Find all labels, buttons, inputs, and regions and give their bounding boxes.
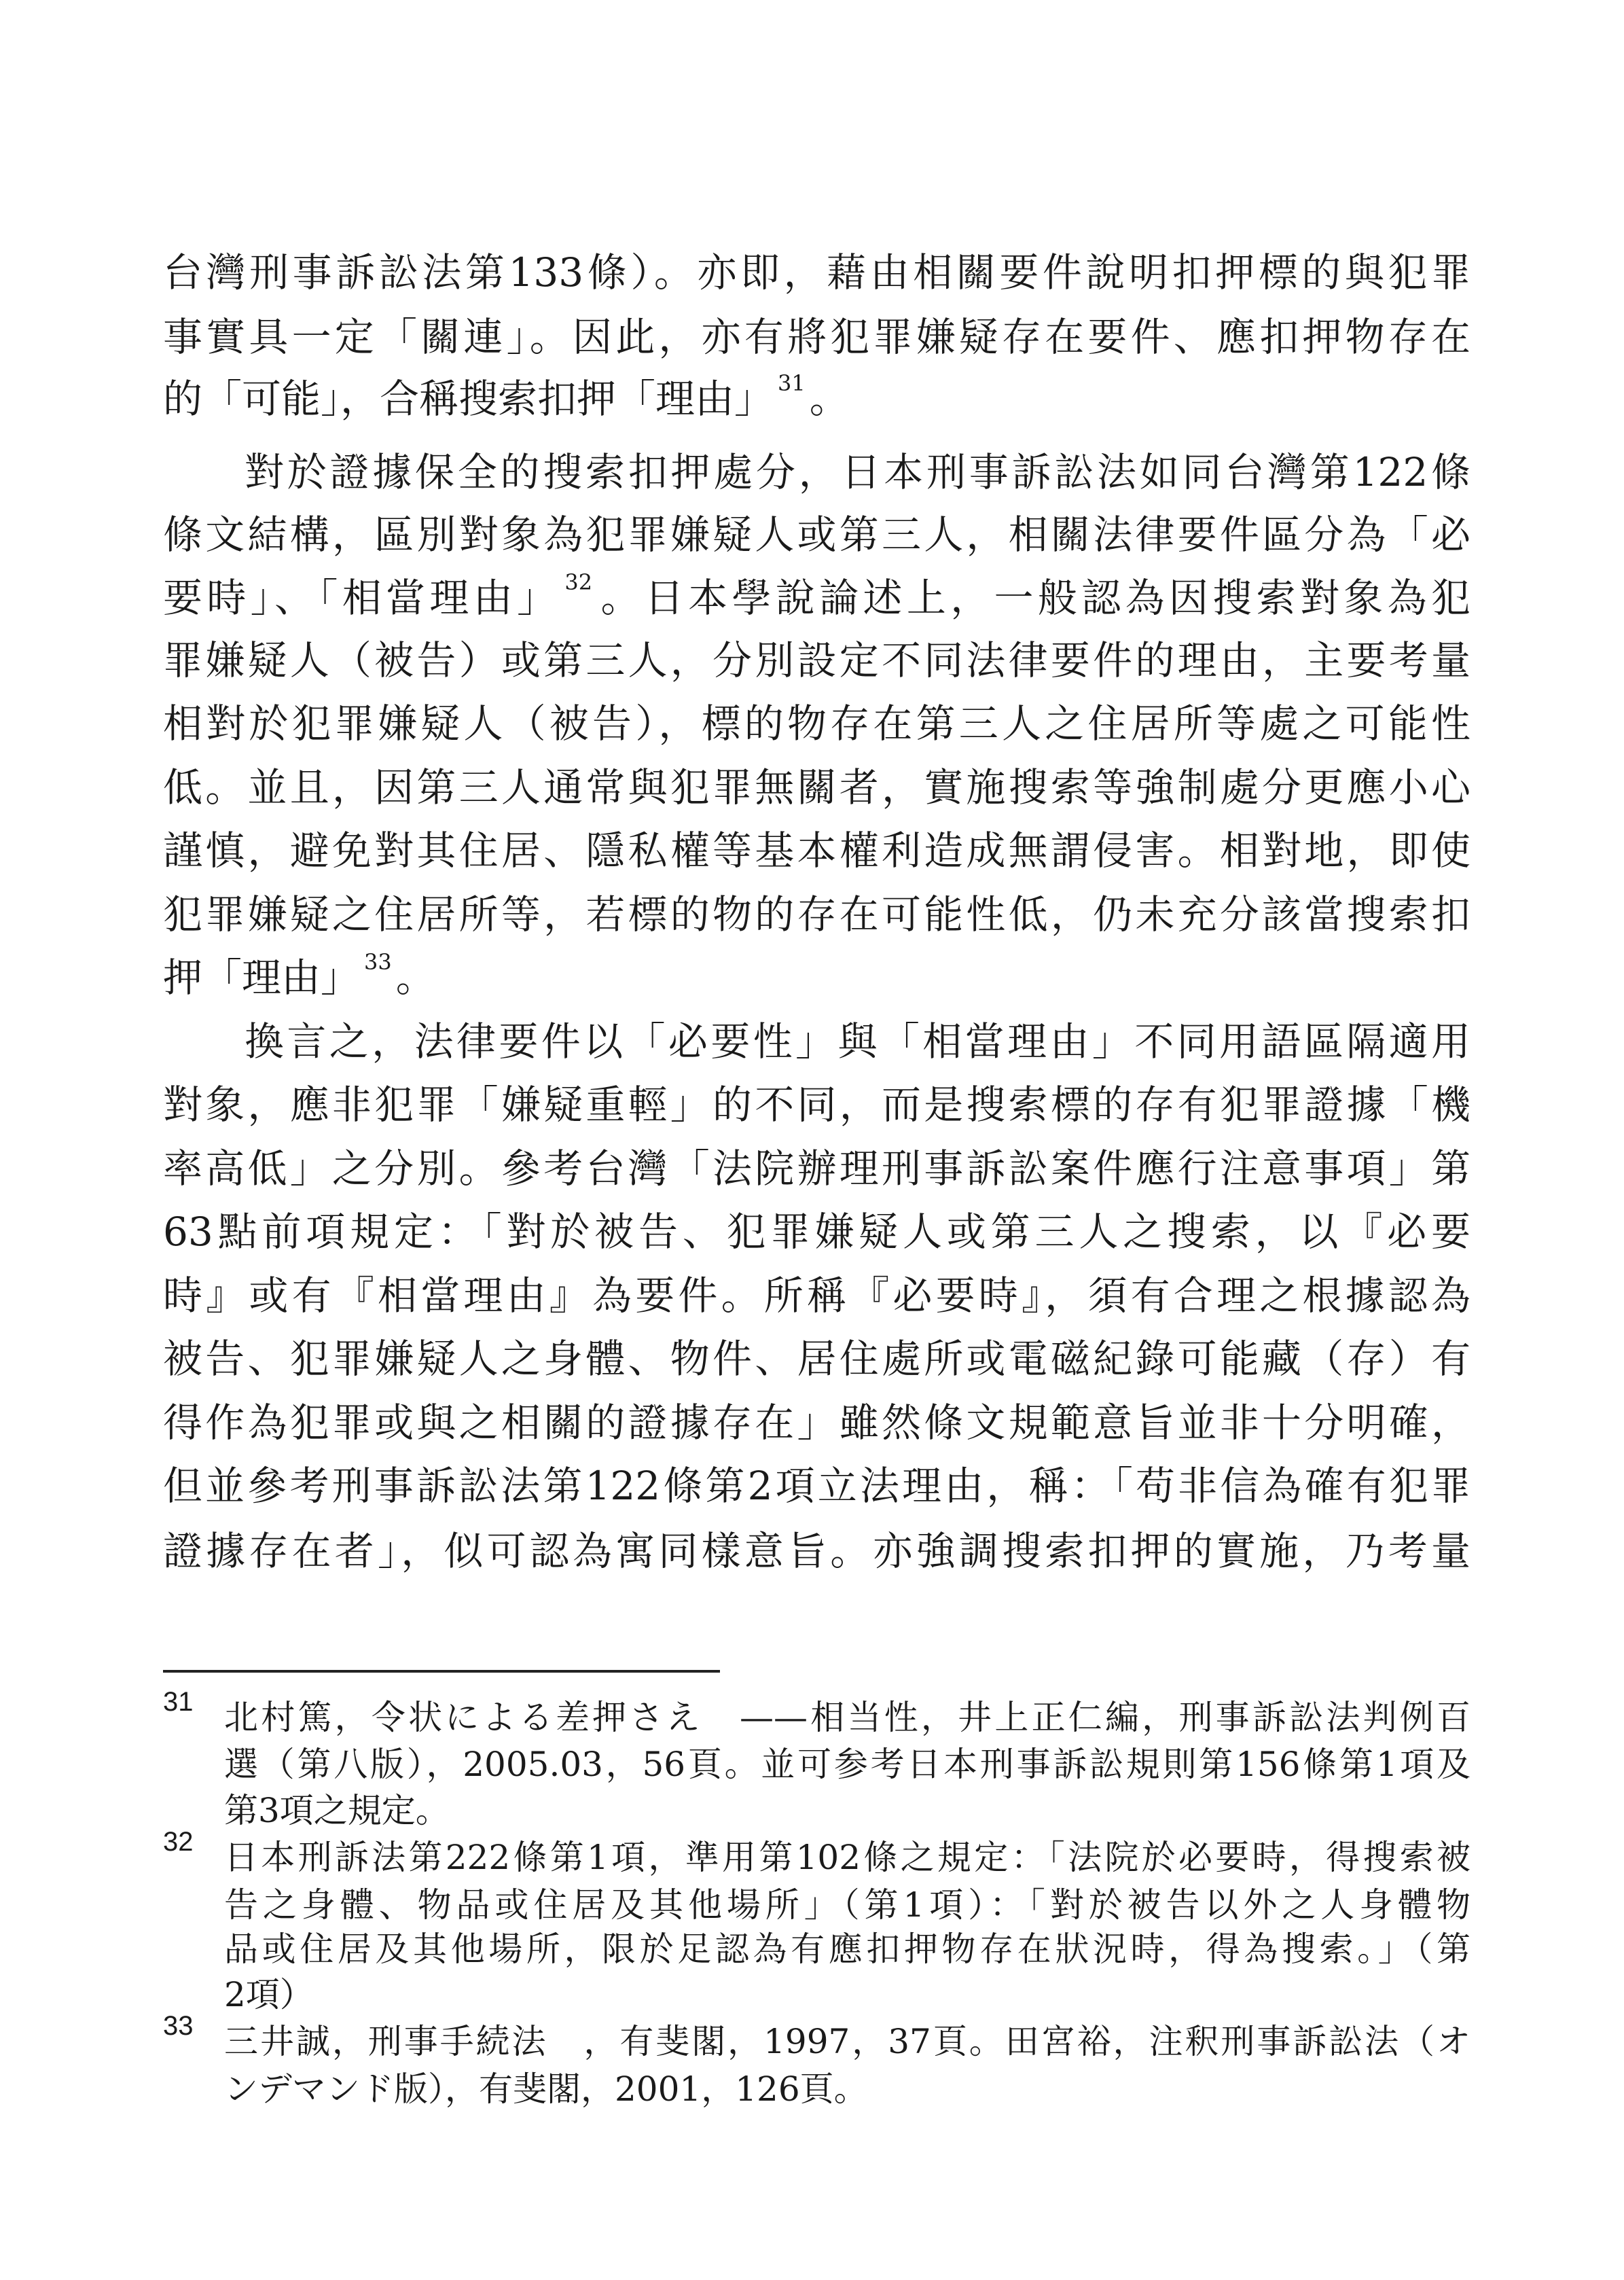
- body-line: [163, 1326, 1470, 1391]
- body-line: [163, 1072, 1470, 1137]
- body-line: [163, 1453, 1470, 1518]
- body-line: [163, 882, 1470, 947]
- footnote-line: 2項）: [224, 1975, 314, 2014]
- body-line: [163, 628, 1470, 693]
- body-line-text: 台灣刑事訴訟法第133條）。亦即，藉由相關要件說明扣押標的與犯罪: [163, 249, 1470, 296]
- footnote-line: 北村篤，令状による差押さえ ——相当性，井上正仁編，刑事訴訟法判例百: [224, 1698, 1470, 1737]
- body-line-text: 謹慎，避免對其住居、隱私權等基本權利造成無謂侵害。相對地，即使: [163, 827, 1470, 874]
- body-line-text: 換言之，法律要件以「必要性」與「相當理由」不同用語區隔適用: [245, 1018, 1470, 1065]
- body-line: [163, 691, 1470, 756]
- footnote-number: 33: [163, 2011, 194, 2041]
- body-line-text: 。: [395, 955, 435, 1001]
- body-line-text: 事實具一定「關連」。因此，亦有將犯罪嫌疑存在要件、應扣押物存在: [163, 314, 1470, 360]
- body-line: [163, 1199, 1470, 1264]
- body-line-text: 63點前項規定：「對於被告、犯罪嫌疑人或第三人之搜索，以『必要: [163, 1209, 1470, 1255]
- body-line-text: 條文結構，區別對象為犯罪嫌疑人或第三人，相關法律要件區分為「必: [163, 512, 1470, 558]
- body-line-text: 得作為犯罪或與之相關的證據存在」雖然條文規範意旨並非十分明確，: [163, 1400, 1470, 1446]
- body-line-text: 押「理由」: [163, 955, 361, 1001]
- footnote-line: ンデマンド版），有斐閣，2001，126頁。: [224, 2069, 868, 2109]
- footnote-ref[interactable]: 32: [564, 569, 593, 595]
- body-line-text: 。日本學說論述上，一般認為因搜索對象為犯: [596, 575, 1470, 621]
- body-line-text: 時』或有『相當理由』為要件。所稱『必要時』，須有合理之根據認為: [163, 1272, 1470, 1319]
- body-line-text: 對象，應非犯罪「嫌疑重輕」的不同，而是搜索標的存有犯罪證據「機: [163, 1082, 1470, 1128]
- footnote-line: 選（第八版），2005.03，56頁。並可参考日本刑事訴訟規則第156條第1項及: [224, 1745, 1470, 1784]
- body-line: [245, 440, 1470, 505]
- body-line: [163, 945, 1470, 1010]
- footnote-number: 31: [163, 1687, 194, 1717]
- body-line: [163, 565, 1470, 630]
- footnote-ref[interactable]: 33: [364, 949, 392, 975]
- body-line: [163, 304, 1470, 370]
- footnote-line: 品或住居及其他場所，限於足認為有應扣押物存在狀況時，得為搜索。」（第: [224, 1929, 1470, 1969]
- body-line: [163, 1518, 1470, 1584]
- body-line: [245, 1009, 1470, 1074]
- body-line-text: 要時」、「相當理由」: [163, 575, 561, 621]
- footnote-line: 第3項之規定。: [224, 1791, 450, 1830]
- body-line: [163, 1136, 1470, 1201]
- body-line-text: 低。並且，因第三人通常與犯罪無關者，實施搜索等強制處分更應小心: [163, 764, 1470, 811]
- footnote-line: 三井誠，刑事手続法 ，有斐閣，1997，37頁。田宮裕，注釈刑事訴訟法（オ: [224, 2022, 1470, 2061]
- body-line: [163, 240, 1470, 305]
- body-line: [163, 1263, 1470, 1328]
- footnote-line: 日本刑訴法第222條第1項，準用第102條之規定：「法院於必要時，得搜索被: [224, 1838, 1470, 1877]
- body-line-text: 罪嫌疑人（被告）或第三人，分別設定不同法律要件的理由，主要考量: [163, 637, 1470, 683]
- body-line: [163, 755, 1470, 820]
- footnote-divider: [163, 1670, 720, 1673]
- footnote-number: 32: [163, 1827, 194, 1857]
- body-line-text: 犯罪嫌疑之住居所等，若標的物的存在可能性低，仍未充分該當搜索扣: [163, 891, 1470, 938]
- body-line: [163, 502, 1470, 567]
- body-line-text: 的「可能」，合稱搜索扣押「理由」: [163, 376, 774, 422]
- footnote-line: 告之身體、物品或住居及其他場所」（第1項）：「對於被告以外之人身體物: [224, 1885, 1470, 1925]
- body-line: [163, 818, 1470, 883]
- body-line-text: 相對於犯罪嫌疑人（被告），標的物存在第三人之住居所等處之可能性: [163, 700, 1470, 747]
- body-line: [163, 1390, 1470, 1455]
- body-line-text: 被告、犯罪嫌疑人之身體、物件、居住處所或電磁紀錄可能藏（存）有: [163, 1336, 1470, 1382]
- body-line-text: 但並參考刑事訴訟法第122條第2項立法理由，稱：「苟非信為確有犯罪: [163, 1463, 1470, 1509]
- body-line-text: 率高低」之分別。參考台灣「法院辦理刑事訴訟案件應行注意事項」第: [163, 1145, 1470, 1192]
- footnote-ref[interactable]: 31: [778, 370, 806, 396]
- body-line-text: 證據存在者」，似可認為寓同樣意旨。亦強調搜索扣押的實施，乃考量: [163, 1528, 1470, 1574]
- body-line-text: 。: [809, 376, 849, 422]
- body-line-text: 對於證據保全的搜索扣押處分，日本刑事訴訟法如同台灣第122條: [245, 449, 1470, 495]
- body-line: [163, 366, 1470, 431]
